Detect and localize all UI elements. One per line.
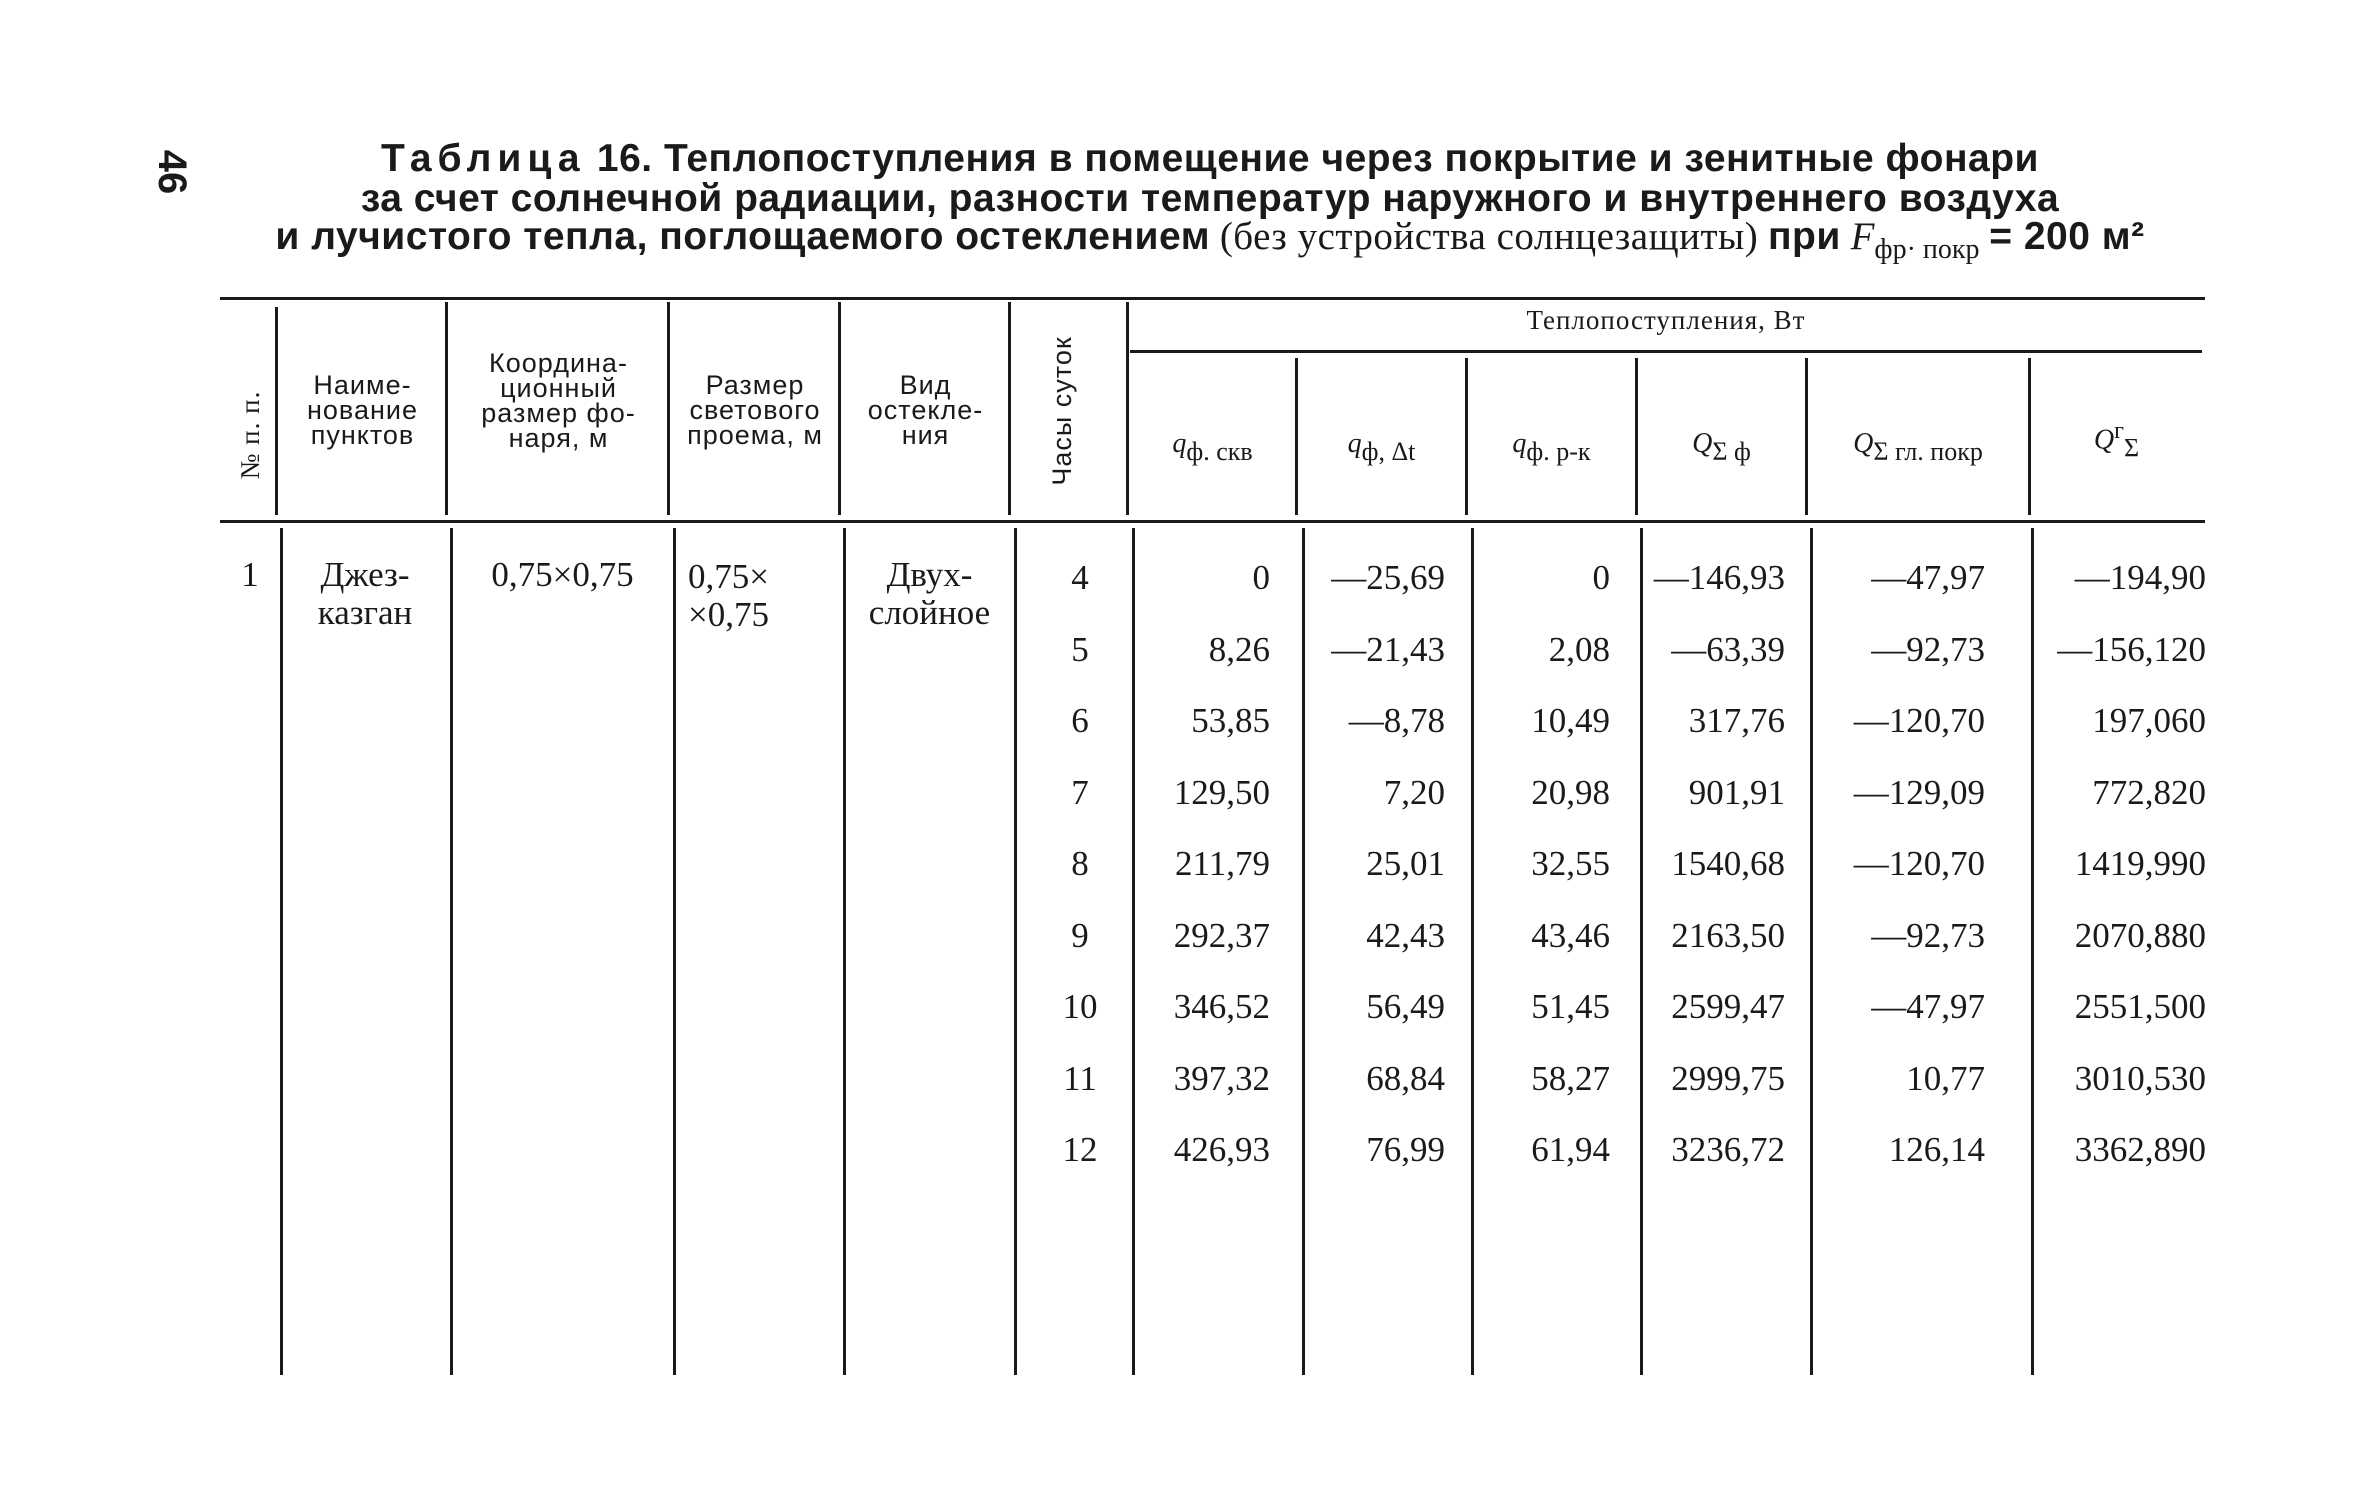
table-caption-value: = 200 м² [1989,215,2145,258]
header-q-rk [1468,428,1635,467]
table-caption-number: 16. [596,137,653,180]
header-coord-line: ционный [500,373,617,403]
header-size-line: светового [689,395,821,425]
col-divider [667,302,670,515]
cell-q-rk: 0 [1592,558,1610,597]
cell-hour: 10 [1062,987,1098,1026]
cell-q-sum-g: 2551,500 [2074,987,2206,1026]
col-divider [1014,528,1017,1375]
header-name-line: Наиме- [313,370,412,400]
col-divider [843,528,846,1375]
row-type-line: Двух- [886,555,973,594]
cell-q-dt: 56,49 [1366,987,1445,1026]
cell-q-dt: 7,20 [1383,772,1445,812]
header-name [280,370,445,450]
cell-q-dt: 25,01 [1366,844,1445,883]
cell-q-sum-g: —156,120 [2057,629,2206,669]
cell-q-sum-f: 1540,68 [1671,844,1785,883]
row-size [688,558,838,634]
subscript: ф. р-к [1526,437,1591,466]
cell-q-rk: 61,94 [1531,1130,1610,1169]
cell-q-dt: 68,84 [1366,1058,1445,1098]
cell-q-sum-f: —146,93 [1653,558,1785,597]
cell-q-sum-gl: —92,73 [1871,629,1985,669]
cell-hour: 6 [1071,701,1089,740]
cell-q-skv: 211,79 [1175,844,1270,883]
cell-q-sum-f: 317,76 [1688,701,1785,740]
cell-q-rk: 20,98 [1531,772,1610,812]
row-name-line: казган [317,593,413,632]
table-caption-line-1 [220,137,2200,180]
table-caption-pri: при [1767,215,1841,258]
cell-q-sum-g: 3010,530 [2074,1058,2206,1098]
header-coord-line: наря, м [508,423,609,453]
cell-q-dt: —25,69 [1331,558,1445,597]
cell-hour: 7 [1071,772,1089,812]
page-number: 46 [150,149,194,195]
cell-hour: 5 [1071,629,1089,669]
header-size [672,370,838,450]
col-divider [673,528,676,1375]
cell-q-skv: 129,50 [1173,772,1270,812]
header-name-line: пунктов [310,420,415,450]
cell-hour: 12 [1062,1130,1098,1169]
cell-q-sum-gl: 10,77 [1906,1058,1985,1098]
header-group-heat-gain: Теплопоступления, Вт [1526,305,1806,335]
table-caption-line-3 [220,215,2200,269]
header-coord-line: Координа- [489,348,628,378]
table-caption-line-2: за счет солнечной радиации, разности температур наружного и внутреннего воздуха [360,177,2060,220]
header-type-line: остекле- [867,395,984,425]
group-header-rule [1130,350,2202,353]
cell-q-sum-gl: 126,14 [1888,1130,1985,1169]
symbol: Q [2093,424,2115,456]
cell-q-sum-gl: —120,70 [1853,844,1985,883]
cell-q-sum-g: 1419,990 [2074,844,2206,883]
cell-q-sum-g: 2070,880 [2074,915,2206,955]
cell-q-sum-f: 2599,47 [1671,987,1785,1026]
cell-q-skv: 292,37 [1173,915,1270,955]
cell-q-dt: 76,99 [1366,1130,1445,1169]
col-divider [280,528,283,1375]
table-caption-text-1: Теплопоступления в помещение через покрытие и зенитные фонари [663,137,2040,180]
cell-q-dt: —8,78 [1348,701,1445,740]
symbol: Q [1692,428,1713,459]
header-glazing-type [843,370,1008,450]
col-divider [275,307,278,515]
subscript: Σ ф [1712,437,1751,466]
superscript: г [2114,418,2124,444]
table-caption-f-symbol: F [1850,215,1875,258]
col-divider [838,302,841,515]
cell-q-rk: 58,27 [1531,1058,1610,1098]
table-caption-f-sub: фр· покр [1874,233,1980,265]
cell-q-dt: 42,43 [1366,915,1445,955]
row-type-line: слойное [868,593,991,632]
cell-q-sum-g: —194,90 [2074,558,2206,597]
cell-hour: 8 [1071,844,1089,883]
subscript: Σ [2123,433,2140,463]
symbol: q [1172,428,1187,459]
symbol: q [1347,428,1362,459]
col-divider [1126,302,1129,515]
subscript: ф, Δt [1361,437,1416,466]
col-divider [445,302,448,515]
cell-hour: 4 [1071,558,1089,597]
header-q-sum-g [2031,418,2202,463]
cell-q-sum-g: 3362,890 [2074,1130,2206,1169]
cell-q-sum-f: 2163,50 [1671,915,1785,955]
header-size-line: Размер [705,370,805,400]
cell-q-skv: 426,93 [1173,1130,1270,1169]
header-type-line: ния [901,420,950,450]
cell-hour: 11 [1063,1058,1097,1098]
table-caption-label: Таблица [380,137,586,180]
cell-q-rk: 32,55 [1531,844,1610,883]
cell-q-rk: 10,49 [1531,701,1610,740]
cell-q-skv: 8,26 [1208,629,1270,669]
col-divider [1008,302,1011,515]
row-glazing-type [845,556,1014,632]
cell-q-sum-gl: —120,70 [1853,701,1985,740]
row-coord: 0,75×0,75 [491,555,634,594]
row-size-line: 0,75× [688,557,769,596]
cell-q-skv: 397,32 [1173,1058,1270,1098]
cell-q-sum-gl: —47,97 [1871,987,1985,1026]
cell-q-sum-gl: —129,09 [1853,772,1985,812]
cell-q-sum-f: —63,39 [1671,629,1785,669]
subscript: ф. скв [1186,437,1253,466]
col-divider [450,528,453,1375]
header-coord [450,348,667,453]
symbol: Q [1853,428,1874,459]
table-caption-note: (без устройства солнцезащиты) [1219,215,1759,258]
cell-q-skv: 53,85 [1191,701,1270,740]
header-q-sum-f [1638,428,1805,467]
symbol: q [1512,428,1527,459]
table-caption-text-3: и лучистого тепла, поглощаемого остеклением [275,215,1211,258]
row-num: 1 [241,555,259,594]
cell-q-sum-f: 3236,72 [1671,1130,1785,1169]
header-num: № п. п. [235,390,265,480]
cell-q-sum-gl: —92,73 [1871,915,1985,955]
header-q-skv [1130,428,1295,467]
cell-q-rk: 43,46 [1531,915,1610,955]
header-hours: Часы суток [1047,336,1077,486]
cell-q-sum-g: 772,820 [2092,772,2206,812]
row-size-line: ×0,75 [688,595,769,634]
cell-q-rk: 2,08 [1548,629,1610,669]
header-name-line: нование [307,395,418,425]
cell-q-sum-g: 197,060 [2092,701,2206,740]
header-q-dt [1298,428,1465,467]
cell-q-dt: —21,43 [1331,629,1445,669]
cell-q-skv: 346,52 [1173,987,1270,1026]
row-name [280,556,450,632]
table-top-rule [220,297,2205,300]
cell-q-sum-gl: —47,97 [1871,558,1985,597]
header-coord-line: размер фо- [481,398,636,428]
header-type-line: Вид [899,370,952,400]
row-name-line: Джез- [320,555,410,594]
header-bottom-rule [220,520,2205,523]
cell-hour: 9 [1071,915,1089,955]
header-q-sum-gl [1808,428,2028,467]
cell-q-sum-f: 901,91 [1688,772,1785,812]
subscript: Σ гл. покр [1873,437,1983,466]
cell-q-sum-f: 2999,75 [1671,1058,1785,1098]
cell-q-rk: 51,45 [1531,987,1610,1026]
header-size-line: проема, м [687,420,823,450]
cell-q-skv: 0 [1252,558,1270,597]
